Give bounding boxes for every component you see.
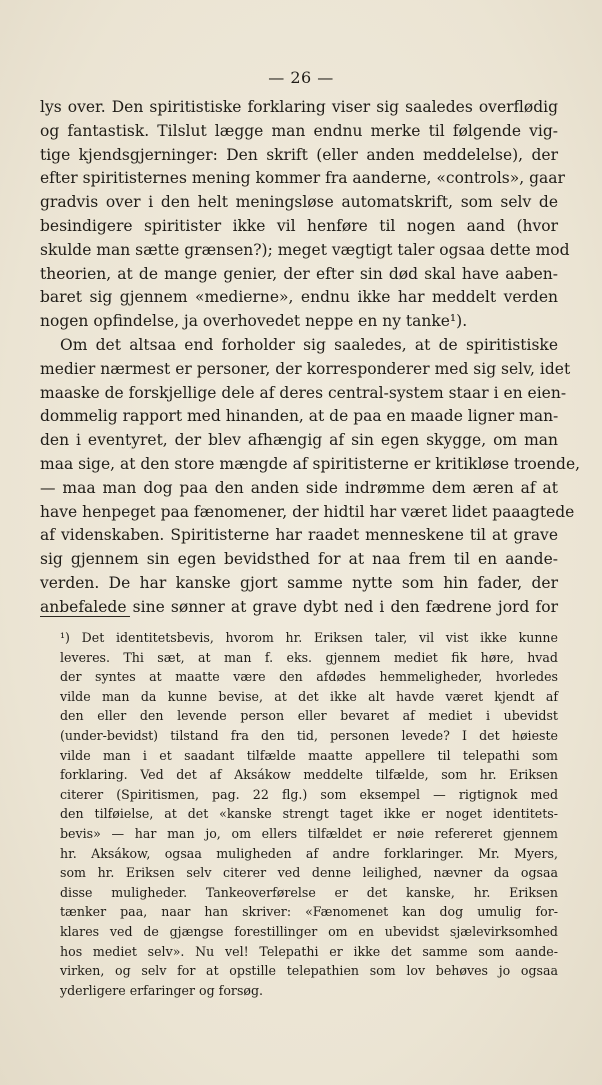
- footnote-line: vilde man da kunne bevise, at det ikke alt havde været kjendt af: [60, 688, 558, 704]
- text-line: tige kjendsgjerninger: Den skrift (eller anden meddelelse), der: [40, 145, 558, 164]
- text-line: af videnskaben. Spiritisterne har raadet menneskene til at grave: [40, 526, 558, 545]
- text-line: sig gjennem sin egen bevidsthed for at naa frem til en aande-: [40, 550, 558, 569]
- text-line: lys over. Den spiritistiske forklaring viser sig saaledes overflødig: [40, 98, 558, 116]
- footnote-line: vilde man i et saadant tilfælde maatte appellere til telepathi som: [60, 747, 558, 763]
- text-line: nogen opfindelse, ja overhovedet neppe en ny tanke¹).: [40, 312, 468, 331]
- footnote-line: citerer (Spiritismen, pag. 22 flg.) som eksempel — rigtignok med: [60, 786, 558, 802]
- footnote-line: som hr. Eriksen selv citerer ved denne leilighed, nævner da ogsaa: [60, 865, 558, 881]
- footnote-line: hos mediet selv». Nu vel! Telepathi er ikke det samme som aande-: [60, 943, 558, 959]
- text-line: efter spiritisternes mening kommer fra aanderne, «controls», gaar: [40, 169, 565, 188]
- text-line: og fantastisk. Tilslut lægge man endnu merke til følgende vig-: [40, 121, 558, 140]
- footnote-line: den tilføielse, at det «kanske strengt taget ikke er noget identitets-: [60, 806, 558, 822]
- text-line: Om det altsaa end forholder sig saaledes, at de spiritistiske: [60, 335, 558, 354]
- text-line: dommelig rapport med hinanden, at de paa en maade ligner man-: [40, 407, 559, 426]
- text-line: baret sig gjennem «mediernе», endnu ikke har meddelt verden: [40, 288, 558, 307]
- footnote-line: hr. Aksákow, ogsaa muligheden af andre forklaringer. Mr. Myers,: [60, 845, 558, 861]
- footnote-line: bevis» — har man jo, om ellers tilfældet er nøie refereret gjennem: [60, 825, 558, 841]
- footnote-line: ¹) Det identitetsbevis, hvorom hr. Eriksen taler, vil vist ikke kunne: [60, 630, 558, 645]
- footnote-line: leveres. Thi sæt, at man f. eks. gjennem mediet fik høre, hvad: [60, 649, 558, 665]
- footnote-line: den eller den levende person eller bevaret af mediet i ubevidst: [60, 708, 558, 724]
- footnote-line: tænker paa, naar han skriver: «Fænomenet kan dog umulig for-: [60, 904, 558, 920]
- text-line: theorien, at de mange genier, der efter sin død skal have aaben-: [40, 264, 558, 283]
- footnote-line: forklaring. Ved det af Aksákow meddelte tilfælde, som hr. Eriksen: [60, 767, 558, 783]
- main-text: [40, 96, 581, 620]
- text-line: den i eventyret, der blev afhængig af sin egen skygge, om man: [40, 431, 558, 450]
- footnote-line: disse muligheder. Tankeoverførelse er det kanske, hr. Eriksen: [60, 884, 558, 900]
- text-line: besindigere spiritister ikke vil henføre til nogen aand (hvor: [40, 216, 558, 235]
- footnote-divider: [40, 616, 130, 617]
- footnote-line: klares ved de gjængse forestillinger om en ubevidst sjælevirksomhed: [60, 923, 558, 939]
- text-line: anbefalede sine sønner at grave dybt ned i den fædrene jord for: [40, 597, 558, 616]
- text-line: have henpeget paa fænomener, der hidtil har været lidet paaagtede: [40, 502, 575, 521]
- text-line: medier nærmest er personer, der korresponderer med sig selv, idet: [40, 359, 571, 378]
- footnote-line: der syntes at maatte være den afdødes hemmeligheder, hvorledes: [60, 669, 558, 685]
- footnote-line: yderligere erfaringer og forsøg.: [60, 982, 264, 998]
- text-line: maaske de forskjellige dele af deres central-system staar i en eien-: [40, 383, 567, 402]
- text-line: gradvis over i den helt meningsløse automatskrift, som selv de: [40, 193, 558, 212]
- footnote-line: (under-bevidst) tilstand fra den tid, personen levede? I det høieste: [60, 727, 558, 743]
- text-line: skulde man sætte grænsen?); meget vægtigt taler ogsaa dette mod: [40, 240, 570, 259]
- text-line: — maa man dog paa den anden side indrømme dem æren af at: [40, 478, 558, 497]
- text-line: maa sige, at den store mængde af spiritisterne er kritikløse troende,: [40, 454, 581, 473]
- text-line: verden. De har kanske gjort samme nytte som hin fader, der: [40, 573, 558, 592]
- page-number: — 26 —: [268, 68, 334, 87]
- footnote: [40, 628, 558, 1000]
- footnote-line: virken, og selv for at opstille telepathien som lov behøves jo ogsaa: [60, 963, 558, 979]
